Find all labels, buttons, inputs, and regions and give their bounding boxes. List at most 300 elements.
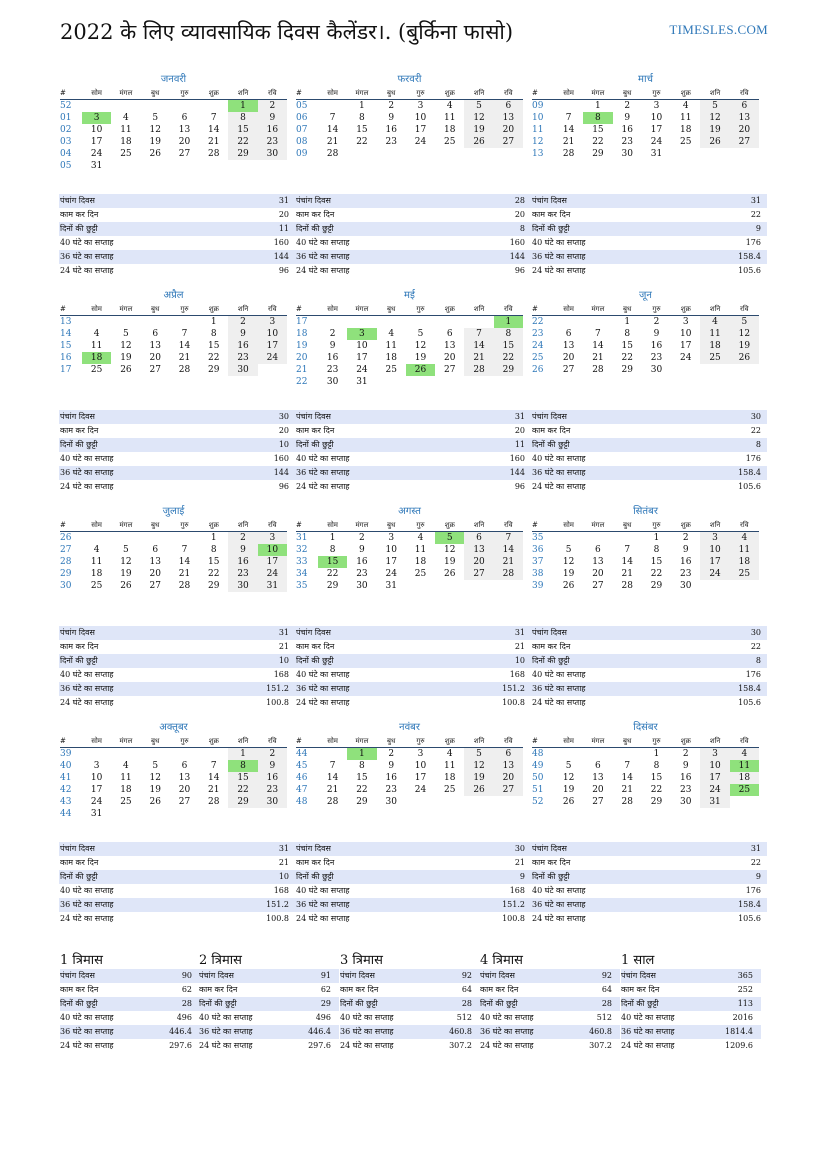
- day-cell: 16: [326, 353, 339, 363]
- stat-label: 36 घंटे का सप्ताह: [59, 250, 218, 264]
- week-number: 27: [60, 545, 72, 555]
- quarter-stats: [199, 969, 339, 1053]
- holiday-day-cell: 1: [347, 748, 376, 761]
- weekday-header-row: [532, 87, 759, 100]
- stat-value: 158.4: [690, 682, 767, 696]
- day-cell: 19: [700, 124, 729, 136]
- stat-label: पंचांग दिवस: [295, 626, 454, 640]
- day-cell: 9: [682, 545, 689, 555]
- day-cell: [82, 748, 111, 761]
- stat-row: [59, 870, 295, 884]
- stat-row: [295, 250, 531, 264]
- weekday-header: रवि: [494, 303, 523, 316]
- week-row: [532, 352, 759, 364]
- stat-row: [295, 466, 531, 480]
- day-cell: [258, 160, 287, 172]
- holiday-day-cell: 3: [347, 328, 376, 340]
- stat-value: 460.8: [572, 1025, 620, 1039]
- day-cell: 4: [730, 748, 759, 761]
- day-cell: 16: [385, 125, 397, 135]
- day-cell: 30: [650, 365, 663, 375]
- stat-row: [59, 626, 295, 640]
- stat-row: [60, 997, 200, 1011]
- stat-value: 151.2: [454, 682, 531, 696]
- day-cell: 21: [208, 785, 220, 795]
- day-cell: 20: [730, 124, 759, 136]
- day-cell: 23: [258, 784, 287, 796]
- holiday-day-cell: 8: [228, 760, 257, 772]
- day-cell: 24: [414, 785, 427, 795]
- stat-row: [480, 997, 620, 1011]
- day-cell: 10: [258, 328, 287, 340]
- site-brand-link[interactable]: TIMESLES.COM: [669, 22, 768, 37]
- stat-row: [59, 452, 295, 466]
- day-cell: 14: [562, 125, 575, 135]
- stat-label: 36 घंटे का सप्ताह: [59, 466, 218, 480]
- week-row: [532, 316, 759, 329]
- stat-value: 9: [454, 870, 531, 884]
- weekday-header: गुरु: [642, 519, 671, 532]
- day-cell: [228, 808, 257, 820]
- day-cell: 16: [680, 557, 692, 567]
- stat-label: 36 घंटे का सप्ताह: [199, 1025, 291, 1039]
- day-cell: 26: [730, 352, 759, 364]
- quarter-title: 3 त्रिमास: [340, 953, 383, 968]
- stat-label: 24 घंटे का सप्ताह: [199, 1041, 253, 1050]
- stat-label: 24 घंटे का सप्ताह: [60, 914, 114, 923]
- stat-row: [340, 983, 480, 997]
- weekday-header-row: [60, 303, 287, 316]
- month-grid: [532, 735, 759, 808]
- day-cell: 19: [730, 340, 759, 352]
- day-cell: 27: [494, 784, 523, 796]
- stat-value: 151.2: [454, 898, 531, 912]
- day-cell: [435, 580, 464, 592]
- weekday-header: रवि: [730, 303, 759, 316]
- day-cell: 6: [565, 329, 572, 339]
- day-cell: 23: [621, 137, 633, 147]
- month-stats: [531, 194, 767, 278]
- weekday-header: सोम: [554, 519, 583, 532]
- day-cell: [494, 796, 523, 808]
- day-cell: 2: [653, 317, 660, 327]
- stat-label: 24 घंटे का सप्ताह: [621, 1041, 675, 1050]
- week-number-header: #: [60, 735, 82, 748]
- day-cell: [494, 376, 523, 388]
- day-cell: 4: [417, 533, 424, 543]
- day-cell: 7: [624, 545, 631, 555]
- week-number: 05: [60, 161, 72, 171]
- stat-row: [531, 884, 767, 898]
- weekday-header: शनि: [228, 519, 257, 532]
- weekday-header: शुक्र: [199, 303, 228, 316]
- day-cell: [671, 148, 700, 160]
- week-row: [296, 136, 523, 148]
- quarter-stats: [621, 969, 761, 1053]
- month-block: [296, 289, 523, 388]
- weekday-header: मंगल: [347, 303, 376, 316]
- weekday-header-row: [296, 303, 523, 316]
- weekday-header: बुध: [141, 87, 170, 100]
- day-cell: 27: [592, 581, 604, 591]
- day-cell: 25: [120, 149, 132, 159]
- day-cell: 1: [210, 533, 217, 543]
- month-block: [532, 73, 759, 160]
- day-cell: 24: [90, 149, 103, 159]
- stat-row: [59, 696, 295, 710]
- day-cell: 12: [464, 112, 493, 124]
- day-cell: 28: [208, 797, 220, 807]
- stat-value: 91: [291, 969, 339, 983]
- weekday-header: बुध: [141, 519, 170, 532]
- weekday-header: गुरु: [170, 303, 199, 316]
- day-cell: 10: [414, 761, 427, 771]
- stat-value: 144: [454, 250, 531, 264]
- stat-value: 144: [218, 250, 295, 264]
- stat-label: 24 घंटे का सप्ताह: [60, 698, 114, 707]
- stat-value: 21: [514, 642, 525, 651]
- day-cell: 2: [624, 101, 631, 111]
- stat-value: 31: [218, 194, 295, 208]
- stat-row: [59, 466, 295, 480]
- day-cell: 30: [258, 796, 287, 808]
- day-cell: 17: [414, 773, 427, 783]
- day-cell: 31: [356, 377, 368, 387]
- day-cell: 10: [356, 341, 368, 351]
- week-number: 42: [60, 785, 72, 795]
- day-cell: 12: [464, 760, 493, 772]
- weekday-header: बुध: [613, 87, 642, 100]
- day-cell: 28: [464, 364, 493, 376]
- stat-label: पंचांग दिवस: [59, 410, 218, 424]
- stat-label: 40 घंटे का सप्ताह: [60, 454, 114, 463]
- day-cell: [406, 148, 435, 160]
- day-cell: [258, 808, 287, 820]
- day-cell: 12: [120, 557, 132, 567]
- day-cell: 15: [228, 772, 257, 784]
- day-cell: 25: [120, 797, 132, 807]
- day-cell: [435, 796, 464, 808]
- stat-value: 307.2: [449, 1041, 472, 1050]
- stat-row: [531, 264, 767, 278]
- quarter-title: 4 त्रिमास: [480, 953, 523, 968]
- stat-row: [340, 1039, 480, 1053]
- day-cell: [464, 796, 493, 808]
- day-cell: 29: [326, 581, 339, 591]
- day-cell: 18: [385, 353, 397, 363]
- day-cell: 19: [562, 785, 575, 795]
- day-cell: 2: [388, 749, 395, 759]
- stat-label: 24 घंटे का सप्ताह: [532, 482, 586, 491]
- stat-value: 30: [690, 410, 767, 424]
- weekday-header-row: [60, 87, 287, 100]
- stat-row: [295, 480, 531, 494]
- stat-label: काम कर दिन: [340, 985, 379, 994]
- stat-value: 28: [572, 997, 620, 1011]
- week-number: 35: [532, 533, 544, 543]
- day-cell: [199, 748, 228, 761]
- month-block: [296, 721, 523, 808]
- day-cell: 21: [621, 785, 633, 795]
- day-cell: 20: [562, 353, 575, 363]
- day-cell: 3: [417, 749, 424, 759]
- month-name: अगस्त: [398, 506, 421, 517]
- stat-label: दिनों की छुट्टी: [295, 654, 454, 668]
- stat-row: [531, 222, 767, 236]
- weekday-header: शनि: [700, 735, 729, 748]
- stat-row: [295, 668, 531, 682]
- weekday-header: शनि: [464, 87, 493, 100]
- stat-label: दिनों की छुट्टी: [531, 654, 690, 668]
- day-cell: [435, 376, 464, 388]
- day-cell: [700, 364, 729, 376]
- stat-value: 92: [432, 969, 480, 983]
- day-cell: [406, 376, 435, 388]
- stat-value: 11: [454, 438, 531, 452]
- stat-label: काम कर दिन: [199, 985, 238, 994]
- month-name: सितंबर: [633, 506, 658, 517]
- stat-label: पंचांग दिवस: [531, 194, 690, 208]
- quarter-stats: [480, 969, 620, 1053]
- stat-label: पंचांग दिवस: [199, 969, 291, 983]
- stat-value: 96: [514, 482, 525, 491]
- month-name: मई: [404, 290, 415, 301]
- stat-label: दिनों की छुट्टी: [621, 997, 713, 1011]
- weekday-header: शुक्र: [671, 519, 700, 532]
- stat-value: 31: [454, 626, 531, 640]
- day-cell: 9: [228, 328, 257, 340]
- stat-row: [59, 640, 295, 654]
- day-cell: [435, 148, 464, 160]
- stat-label: काम कर दिन: [60, 426, 99, 435]
- day-cell: 30: [258, 148, 287, 160]
- day-cell: 26: [464, 784, 493, 796]
- day-cell: [141, 160, 170, 172]
- day-cell: [111, 100, 140, 113]
- day-cell: 11: [444, 113, 456, 123]
- stat-label: दिनों की छुट्टी: [59, 222, 218, 236]
- week-number: 37: [532, 557, 544, 567]
- day-cell: 17: [700, 556, 729, 568]
- stat-row: [59, 236, 295, 250]
- stat-row: [59, 222, 295, 236]
- holiday-day-cell: 10: [258, 544, 287, 556]
- week-row: [60, 544, 287, 556]
- day-cell: 22: [494, 352, 523, 364]
- stat-label: 24 घंटे का सप्ताह: [60, 1041, 114, 1050]
- day-cell: [111, 160, 140, 172]
- day-cell: [464, 316, 493, 329]
- day-cell: 21: [621, 569, 633, 579]
- day-cell: 5: [730, 316, 759, 329]
- day-cell: 16: [621, 125, 633, 135]
- day-cell: 17: [700, 772, 729, 784]
- month-name: मार्च: [638, 74, 653, 85]
- week-number: 25: [532, 353, 544, 363]
- day-cell: 29: [650, 581, 663, 591]
- week-row: [532, 328, 759, 340]
- day-cell: [170, 808, 199, 820]
- month-block: [532, 289, 759, 376]
- stat-value: 31: [218, 626, 295, 640]
- month-stats: [531, 626, 767, 710]
- stat-label: काम कर दिन: [60, 210, 99, 219]
- day-cell: 14: [178, 557, 191, 567]
- stat-label: दिनों की छुट्टी: [480, 997, 572, 1011]
- quarter-block: [199, 952, 339, 1053]
- day-cell: 7: [181, 545, 188, 555]
- weekday-header: शुक्र: [435, 519, 464, 532]
- stat-label: पंचांग दिवस: [531, 842, 690, 856]
- stat-row: [60, 1039, 200, 1053]
- day-cell: 22: [621, 353, 633, 363]
- weekday-header: मंगल: [583, 87, 612, 100]
- day-cell: 21: [178, 569, 191, 579]
- weekday-header: रवि: [494, 735, 523, 748]
- day-cell: [377, 316, 406, 329]
- day-cell: 1: [653, 749, 660, 759]
- month-stats: [59, 842, 295, 926]
- stat-row: [295, 194, 531, 208]
- stat-row: [480, 969, 620, 983]
- stat-value: 512: [456, 1013, 472, 1022]
- day-cell: 25: [700, 352, 729, 364]
- day-cell: 23: [680, 785, 692, 795]
- stat-value: 20: [514, 426, 525, 435]
- week-number: 18: [296, 329, 308, 339]
- day-cell: 21: [592, 353, 604, 363]
- day-cell: 7: [181, 329, 188, 339]
- stat-value: 11: [218, 222, 295, 236]
- stat-value: 31: [690, 194, 767, 208]
- day-cell: 30: [228, 364, 257, 376]
- day-cell: 19: [464, 772, 493, 784]
- stat-row: [621, 983, 761, 997]
- weekday-header: मंगल: [583, 519, 612, 532]
- week-row: [60, 328, 287, 340]
- week-row: [532, 340, 759, 352]
- stat-label: पंचांग दिवस: [295, 842, 454, 856]
- day-cell: 23: [680, 569, 692, 579]
- day-cell: 2: [359, 533, 365, 543]
- week-number-header: #: [532, 735, 554, 748]
- day-cell: 26: [120, 365, 132, 375]
- week-row: [60, 100, 287, 113]
- stat-row: [59, 856, 295, 870]
- day-cell: 22: [208, 569, 220, 579]
- stat-value: 28: [152, 997, 200, 1011]
- weekday-header: रवि: [494, 519, 523, 532]
- day-cell: [700, 148, 729, 160]
- month-grid: [296, 87, 523, 160]
- day-cell: [228, 160, 257, 172]
- weekday-header: रवि: [258, 735, 287, 748]
- stat-value: 20: [514, 210, 525, 219]
- weekday-header: बुध: [141, 303, 170, 316]
- month-name: फरवरी: [397, 74, 422, 85]
- day-cell: 4: [446, 101, 453, 111]
- week-number: 36: [532, 545, 544, 555]
- quarter-block: [340, 952, 480, 1053]
- week-row: [60, 808, 287, 820]
- week-row: [296, 112, 523, 124]
- holiday-day-cell: 25: [730, 784, 759, 796]
- day-cell: 28: [562, 149, 575, 159]
- day-cell: 23: [258, 136, 287, 148]
- day-cell: 14: [621, 557, 633, 567]
- week-number-header: #: [296, 519, 318, 532]
- stat-row: [531, 194, 767, 208]
- day-cell: 15: [208, 557, 220, 567]
- day-cell: [554, 748, 583, 761]
- day-cell: [377, 376, 406, 388]
- weekday-header: सोम: [318, 735, 347, 748]
- stat-row: [59, 682, 295, 696]
- day-cell: 23: [385, 137, 397, 147]
- stat-value: 446.4: [152, 1025, 200, 1039]
- week-number: 10: [532, 113, 544, 123]
- day-cell: 11: [700, 328, 729, 340]
- day-cell: 21: [326, 785, 339, 795]
- week-row: [532, 760, 759, 772]
- stat-value: 31: [218, 842, 295, 856]
- weekday-header: सोम: [82, 735, 111, 748]
- week-row: [60, 136, 287, 148]
- stat-row: [59, 898, 295, 912]
- day-cell: 30: [356, 581, 368, 591]
- stat-value: 176: [745, 454, 761, 463]
- stat-label: काम कर दिन: [60, 642, 99, 651]
- day-cell: 24: [90, 797, 103, 807]
- holiday-day-cell: 11: [730, 760, 759, 772]
- stat-value: 168: [509, 886, 525, 895]
- day-cell: 9: [359, 545, 365, 555]
- week-row: [296, 544, 523, 556]
- stat-row: [295, 208, 531, 222]
- stat-row: [531, 410, 767, 424]
- stat-value: 252: [737, 985, 753, 994]
- weekday-header: शुक्र: [435, 735, 464, 748]
- stat-value: 96: [514, 266, 525, 275]
- day-cell: 5: [417, 329, 424, 339]
- day-cell: 9: [682, 761, 689, 771]
- stat-value: 62: [181, 985, 192, 994]
- stat-row: [340, 969, 480, 983]
- stat-row: [295, 856, 531, 870]
- month-grid: [296, 303, 523, 388]
- weekday-header: मंगल: [347, 519, 376, 532]
- day-cell: 30: [621, 149, 633, 159]
- day-cell: [170, 160, 199, 172]
- day-cell: [347, 316, 376, 329]
- quarter-stats: [340, 969, 480, 1053]
- stat-label: पंचांग दिवस: [621, 969, 713, 983]
- week-row: [296, 328, 523, 340]
- week-number: 11: [532, 125, 544, 135]
- stat-value: 446.4: [291, 1025, 339, 1039]
- day-cell: 14: [178, 341, 191, 351]
- weekday-header: सोम: [82, 303, 111, 316]
- week-number: 30: [60, 581, 72, 591]
- week-number: 21: [296, 365, 308, 375]
- day-cell: 8: [228, 112, 257, 124]
- day-cell: 13: [494, 112, 523, 124]
- month-block: [60, 73, 287, 172]
- day-cell: 11: [414, 545, 427, 555]
- day-cell: 3: [700, 532, 729, 545]
- quarter-stats: [60, 969, 200, 1053]
- day-cell: 11: [120, 773, 132, 783]
